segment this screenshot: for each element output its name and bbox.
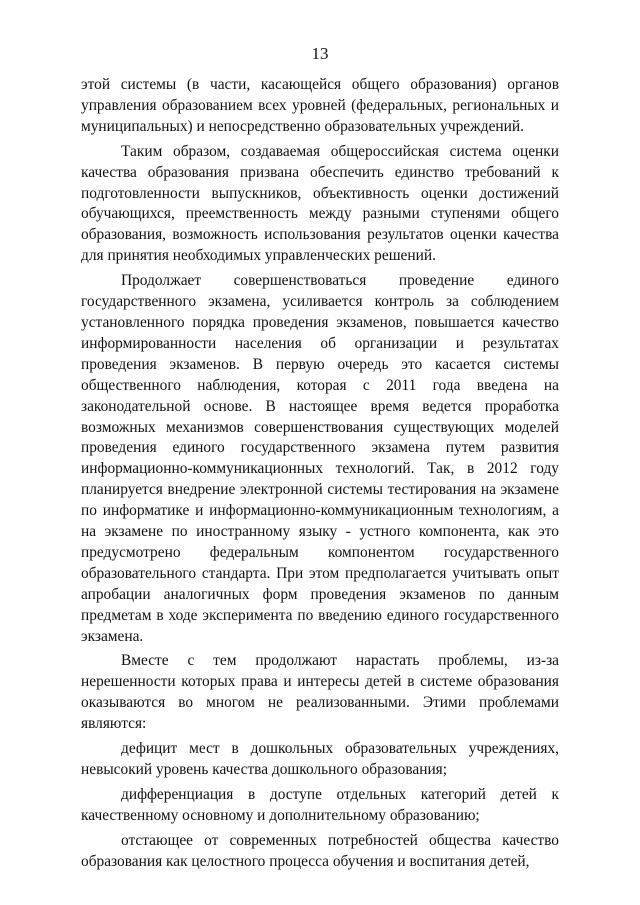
paragraph-3: Продолжает совершенствоваться проведение единого государственного экзамена, усиливается контроль за соблюдением установленного порядка проведения экзаменов, повышается качество информированности населения об организации и результатах проведения экзаменов. В первую очередь это касается системы общественного наблюдения, которая с 2011 года введена на законодательной основе. В настоящее время ведется проработка возможных механизмов совершенствования существующих моделей проведения единого государственного экзамена путем развития информационно-коммуникационных технологий. Так, в 2012 году планируется внедрение электронной системы тестирования на экзамене по информатике и информационно-коммуникационным технологиям, а на экзамене по иностранному языку - устного компонента, как это предусмотрено федеральным компонентом государственного образовательного стандарта. При этом предполагается учитывать опыт апробации аналогичных форм проведения экзаменов по данным предметам в ходе эксперимента по введению единого государственного экзамена. xyxy=(81,272,559,645)
paragraph-2: Таким образом, создаваемая общероссийская система оценки качества образования призвана обеспечить единство требований к подготовленности выпускников, объективность оценки достижений обучающихся, преемственность между разными ступенями общего образования, возможность использования результатов оценки качества для принятия необходимых управленческих решений. xyxy=(81,142,559,265)
list-item-quality: отстающее от современных потребностей общества качество образования как целостного процесса обучения и воспитания детей, xyxy=(81,831,559,870)
document-body xyxy=(81,75,559,873)
list-item-preschool: дефицит мест в дошкольных образовательных учреждениях, невысокий уровень качества дошкольного образования; xyxy=(81,740,559,778)
paragraph-1: этой системы (в части, касающейся общего образования) органов управления образованием всех уровней (федеральных, региональных и муниципальных) и непосредственно образовательных учреждений. xyxy=(81,76,559,135)
page-number: 13 xyxy=(311,44,329,63)
paragraph-4: Вместе с тем продолжают нарастать проблемы, из-за нерешенности которых права и интересы детей в системе образования оказываются во многом не реализованными. Этими проблемами являются: xyxy=(81,652,559,733)
list-item-access: дифференциация в доступе отдельных категорий детей к качественному основному и дополнительному образованию; xyxy=(81,785,559,824)
